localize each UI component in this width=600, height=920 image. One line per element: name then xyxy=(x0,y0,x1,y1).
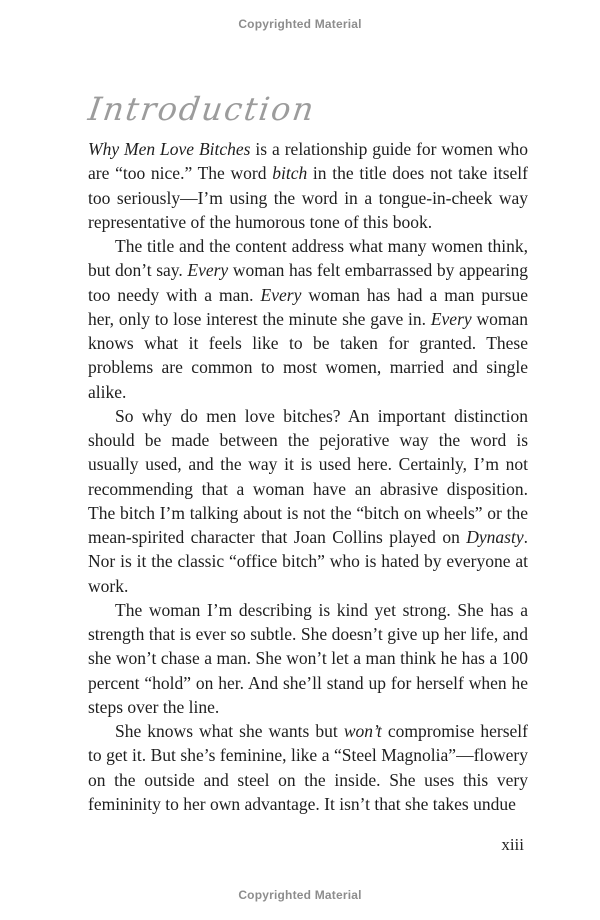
italic-run: Every xyxy=(187,260,229,281)
page-number: xiii xyxy=(501,835,524,854)
italic-run: Every xyxy=(430,308,472,329)
text-run: The woman I’m describing is kind yet strong. She has a strength that is ever so subtle. She doesn’t give up her life, and she won’t chase a man. She won’t let a man think he has a 100 percent “hold” on her. And she’ll stand up for herself when he steps over the line. xyxy=(88,599,528,717)
text-run: compromise herself to get it. But she’s feminine, like a “Steel Magnolia”—flowery on the outside and steel on the inside. She uses this very femininity to her own advantage. It isn’t that she takes undue xyxy=(88,721,528,814)
copyright-notice-bottom: Copyrighted Material xyxy=(238,888,362,902)
italic-run: Dynasty xyxy=(466,527,524,547)
italic-run: Every xyxy=(260,284,302,305)
text-run: She knows what she wants but xyxy=(115,721,344,741)
italic-run: bitch xyxy=(272,163,308,184)
text-run: is a relationship guide for women who are “too nice.” The word xyxy=(88,139,528,184)
text-run: woman has had a man pursue her, only to lose interest the minute she gave in. xyxy=(88,284,528,329)
chapter-heading: Introduction xyxy=(86,90,318,128)
italic-run: won’t xyxy=(343,721,382,741)
paragraph xyxy=(88,137,528,234)
body-text xyxy=(88,137,528,816)
text-run: . Nor is it the classic “office bitch” who is hated by everyone at work. xyxy=(88,527,528,596)
paragraph xyxy=(88,234,528,404)
italic-run: Why Men Love Bitches xyxy=(88,139,251,159)
paragraph xyxy=(88,404,528,598)
copyright-notice-top: Copyrighted Material xyxy=(238,17,362,31)
text-run: woman knows what it feels like to be taken for granted. These problems are common to most women, married and single alike. xyxy=(88,308,528,402)
text-run: The title and the content address what many women think, but don’t say. xyxy=(88,236,528,281)
paragraph xyxy=(88,719,528,816)
text-run: woman has felt embarrassed by appearing too needy with a man. xyxy=(88,260,528,305)
paragraph xyxy=(88,598,528,719)
text-run: So why do men love bitches? An important distinction should be made between the pejorative way the word is usually used, and the way it is used here. Certainly, I’m not recommending that a woman have an abrasive disposition. The bitch I’m talking about is not the “bitch on wheels” or the mean-spirited character that Joan Collins played on xyxy=(88,405,528,547)
text-run: in the title does not take itself too seriously—I’m using the word in a tongue-in-cheek way representative of the humorous tone of this book. xyxy=(88,163,528,232)
